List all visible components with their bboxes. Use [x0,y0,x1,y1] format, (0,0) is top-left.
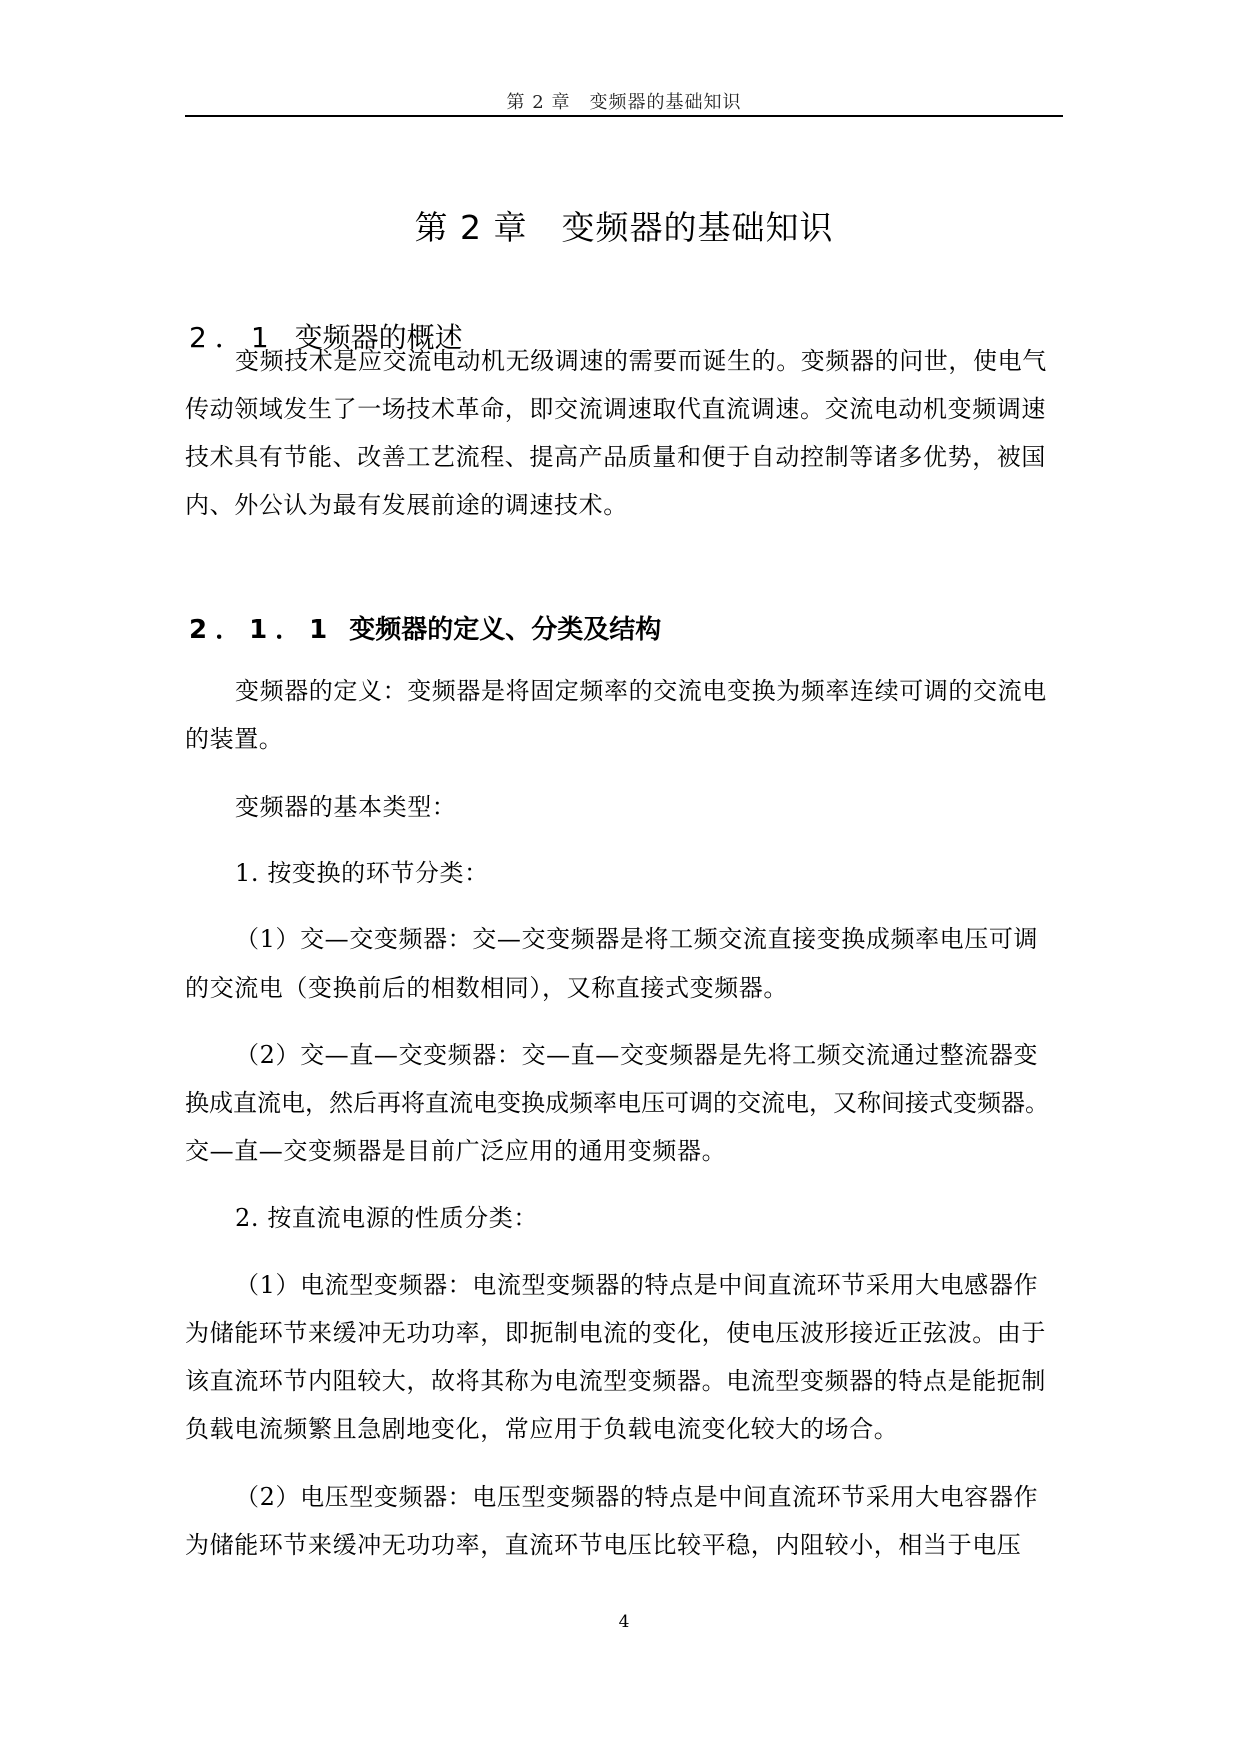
section-number: 2．1 [189,321,277,354]
paragraph-line: 为储能环节来缓冲无功功率，即扼制电流的变化，使电压波形接近正弦波。由于 [185,1319,1046,1347]
chapter-title: 第 2 章 变频器的基础知识 [414,208,834,247]
paragraph-line: 变频器的定义：变频器是将固定频率的交流电变换为频率连续可调的交流电 [235,677,1047,705]
paragraph-line: 交—直—交变频器是目前广泛应用的通用变频器。 [185,1137,727,1165]
subsection-number: 2．1．1 [189,615,336,645]
paragraph-line: 换成直流电，然后再将直流电变换成频率电压可调的交流电，又称间接式变频器。 [185,1089,1049,1117]
paragraph-line: （2）交—直—交变频器：交—直—交变频器是先将工频交流通过整流器变 [235,1041,1039,1069]
paragraph-line: 1. 按变换的环节分类： [235,859,489,887]
paragraph-line: （1）交—交变频器：交—交变频器是将工频交流直接变换成频率电压可调 [235,925,1039,953]
paragraph-line: 的交流电（变换前后的相数相同），又称直接式变频器。 [185,974,788,1002]
paragraph-line: 2. 按直流电源的性质分类： [235,1204,538,1232]
paragraph-line: 为储能环节来缓冲无功功率，直流环节电压比较平稳，内阻较小，相当于电压 [185,1531,1022,1559]
subsection-title: 变频器的定义、分类及结构 [349,615,662,645]
running-header: 第 2 章 变频器的基础知识 [506,92,742,113]
paragraph-line: 技术具有节能、改善工艺流程、提高产品质量和便于自动控制等诸多优势，被国 [185,443,1046,471]
paragraph-line: 负载电流频繁且急剧地变化，常应用于负载电流变化较大的场合。 [185,1415,899,1443]
header-rule [185,115,1063,117]
paragraph-line: 的装置。 [185,725,284,753]
paragraph-line: 传动领域发生了一场技术革命，即交流调速取代直流调速。交流电动机变频调速 [185,395,1046,423]
paragraph-line: 变频技术是应交流电动机无级调速的需要而诞生的。变频器的问世，使电气 [235,347,1047,375]
page-number: 4 [618,1612,630,1632]
paragraph-line: 内、外公认为最有发展前途的调速技术。 [185,491,628,519]
subsection-heading [189,609,661,646]
paragraph-line: 变频器的基本类型： [235,793,457,821]
paragraph-line: 该直流环节内阻较大，故将其称为电流型变频器。电流型变频器的特点是能扼制 [185,1367,1046,1395]
section-title: 变频器的概述 [294,321,463,354]
paragraph-line: （1）电流型变频器：电流型变频器的特点是中间直流环节采用大电感器作 [235,1271,1039,1299]
paragraph-line: （2）电压型变频器：电压型变频器的特点是中间直流环节采用大电容器作 [235,1483,1039,1511]
